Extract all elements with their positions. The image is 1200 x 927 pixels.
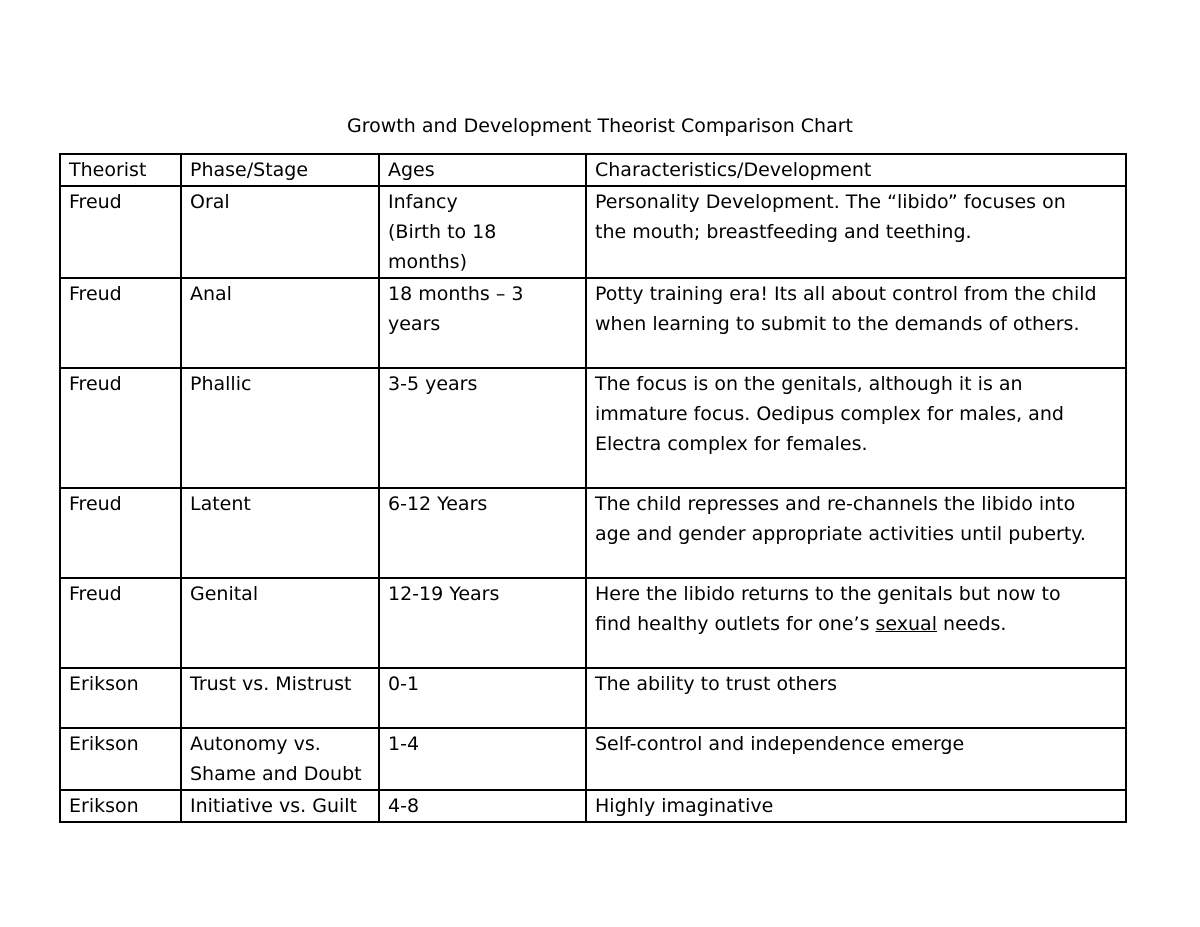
ages-line: 3-5 years (388, 373, 478, 395)
table-row (60, 278, 1126, 368)
table-row (60, 578, 1126, 668)
stage-cell: Genital (181, 578, 379, 668)
characteristics-text: needs. (936, 613, 1007, 635)
ages-line: 4-8 (388, 795, 420, 817)
characteristics-line: the mouth; breastfeeding and teething. (595, 221, 972, 243)
ages-line: months) (388, 251, 467, 273)
stage-cell: Initiative vs. Guilt (181, 790, 379, 822)
characteristics-cell (586, 578, 1126, 668)
column-header-theorist: Theorist (60, 154, 181, 186)
ages-line: 1-4 (388, 733, 420, 755)
theorist-cell: Erikson (60, 790, 181, 822)
characteristics-text: find healthy outlets for one’s (595, 613, 876, 635)
characteristics-cell (586, 368, 1126, 488)
header-row (60, 154, 1126, 186)
theorist-cell: Freud (60, 488, 181, 578)
characteristics-line: Here the libido returns to the genitals but now to (595, 583, 1061, 605)
table-row (60, 668, 1126, 728)
stage-line: Shame and Doubt (190, 763, 362, 785)
page-title: Growth and Development Theorist Comparison Chart (347, 115, 853, 137)
characteristics-cell (586, 278, 1126, 368)
table-row (60, 186, 1126, 278)
column-header-ages: Ages (379, 154, 586, 186)
ages-line: 0-1 (388, 673, 420, 695)
characteristics-line: immature focus. Oedipus complex for males, and (595, 403, 1064, 425)
characteristics-line: Potty training era! Its all about control from the child (595, 283, 1097, 305)
characteristics-cell (586, 728, 1126, 790)
ages-line: (Birth to 18 (388, 221, 497, 243)
characteristics-cell (586, 790, 1126, 822)
ages-cell (379, 790, 586, 822)
ages-line: years (388, 313, 441, 335)
theorist-cell: Freud (60, 578, 181, 668)
theorist-cell: Erikson (60, 728, 181, 790)
ages-cell (379, 728, 586, 790)
characteristics-line: Personality Development. The “libido” focuses on (595, 191, 1066, 213)
stage-cell: Latent (181, 488, 379, 578)
characteristics-line (595, 609, 1117, 639)
ages-cell (379, 278, 586, 368)
characteristics-line: Electra complex for females. (595, 433, 868, 455)
ages-line: Infancy (388, 191, 458, 213)
ages-cell (379, 578, 586, 668)
table-row (60, 790, 1126, 822)
ages-cell (379, 488, 586, 578)
table-row (60, 728, 1126, 790)
theorist-cell: Freud (60, 368, 181, 488)
column-header-phase-stage: Phase/Stage (181, 154, 379, 186)
characteristics-line: The ability to trust others (595, 673, 837, 695)
characteristics-line: The child represses and re-channels the libido into (595, 493, 1076, 515)
characteristics-line: Highly imaginative (595, 795, 774, 817)
theorist-cell: Erikson (60, 668, 181, 728)
ages-line: 18 months – 3 (388, 283, 524, 305)
stage-line: Autonomy vs. (190, 733, 321, 755)
stage-cell (181, 728, 379, 790)
stage-cell: Oral (181, 186, 379, 278)
characteristics-cell (586, 488, 1126, 578)
characteristics-line: when learning to submit to the demands of others. (595, 313, 1080, 335)
ages-cell (379, 186, 586, 278)
ages-line: 12-19 Years (388, 583, 500, 605)
stage-cell: Trust vs. Mistrust (181, 668, 379, 728)
ages-line: 6-12 Years (388, 493, 488, 515)
characteristics-cell (586, 668, 1126, 728)
theorist-cell: Freud (60, 278, 181, 368)
stage-cell: Phallic (181, 368, 379, 488)
table-row (60, 368, 1126, 488)
table-row (60, 488, 1126, 578)
theorist-cell: Freud (60, 186, 181, 278)
characteristics-line: age and gender appropriate activities until puberty. (595, 523, 1086, 545)
characteristics-line: The focus is on the genitals, although it is an (595, 373, 1023, 395)
underlined-word: sexual (875, 613, 937, 635)
ages-cell (379, 368, 586, 488)
ages-cell (379, 668, 586, 728)
column-header-characteristics: Characteristics/Development (586, 154, 1126, 186)
characteristics-line: Self-control and independence emerge (595, 733, 965, 755)
characteristics-cell (586, 186, 1126, 278)
theorist-comparison-table (59, 153, 1127, 823)
stage-cell: Anal (181, 278, 379, 368)
